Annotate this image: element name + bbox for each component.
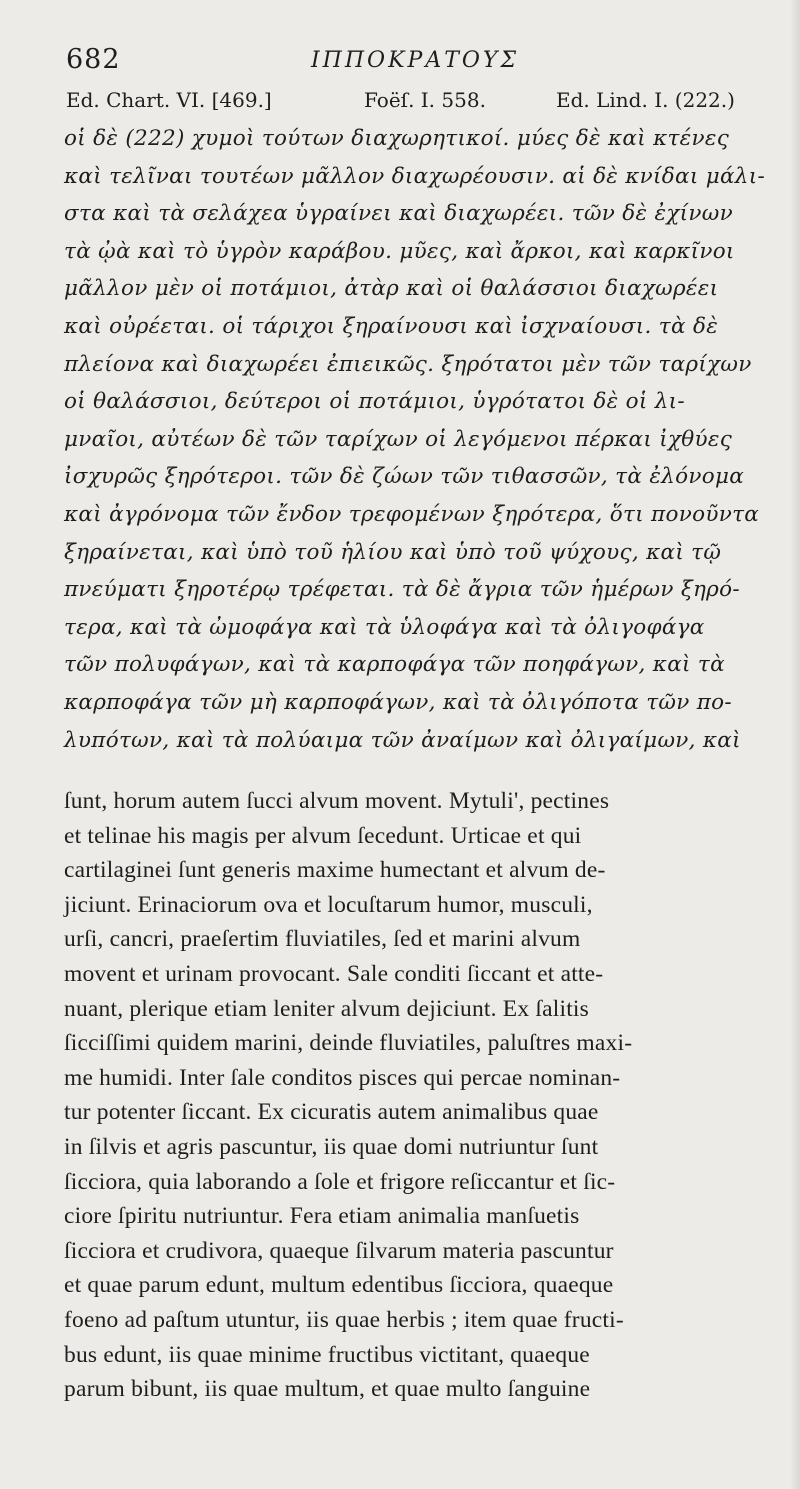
edition-references: [66, 88, 768, 118]
latin-text-line: foeno ad paſtum utuntur, iis quae herbis ; item quae fructi-: [64, 1306, 624, 1333]
greek-text-line: τερα, καὶ τὰ ὠμοφάγα καὶ τὰ ὑλοφάγα καὶ τὰ ὀλιγοφάγα: [64, 614, 705, 640]
greek-text-line: οἱ θαλάσσιοι, δεύτεροι οἱ ποτάμιοι, ὑγρότατοι δὲ οἱ λι-: [64, 389, 685, 415]
latin-text-line: ciore ſpiritu nutriuntur. Fera etiam animalia manſuetis: [64, 1203, 580, 1230]
edition-ref-foesius: Foëſ. I. 558.: [364, 88, 486, 112]
latin-text-line: et telinae his magis per alvum ſecedunt. Urticae et qui: [64, 822, 582, 849]
latin-text-line: tur potenter ſiccant. Ex cicuratis autem animalibus quae: [64, 1099, 599, 1126]
greek-text-line: μᾶλλον μὲν οἱ ποτάμιοι, ἀτὰρ καὶ οἱ θαλάσσιοι διαχωρέει: [64, 276, 719, 302]
latin-text-line: in ſilvis et agris pascuntur, iis quae domi nutriuntur ſunt: [64, 1133, 599, 1160]
latin-text-line: cartilaginei ſunt generis maxime humectant et alvum de-: [64, 857, 606, 884]
running-title: ΙΠΠΟΚΡΑΤΟΥΣ: [310, 48, 519, 73]
greek-text-line: πλείονα καὶ διαχωρέει ἐπιεικῶς. ξηρότατοι μὲν τῶν ταρίχων: [64, 351, 752, 377]
greek-text-line: τῶν πολυφάγων, καὶ τὰ καρποφάγα τῶν ποηφάγων, καὶ τὰ: [64, 652, 725, 678]
latin-text-line: me humidi. Inter ſale conditos pisces qui percae nominan-: [64, 1064, 621, 1091]
greek-text-block: [64, 120, 772, 759]
greek-text-line: ξηραίνεται, καὶ ὑπὸ τοῦ ἡλίου καὶ ὑπὸ τοῦ ψύχους, καὶ τῷ: [64, 539, 722, 565]
page-number: 682: [66, 44, 121, 75]
latin-text-line: jiciunt. Erinaciorum ova et locuſtarum humor, musculi,: [64, 891, 593, 918]
greek-text-line: οἱ δὲ (222) χυμοὶ τούτων διαχωρητικοί. μύες δὲ καὶ κτένες: [64, 126, 730, 151]
greek-text-line: στα καὶ τὰ σελάχεα ὑγραίνει καὶ διαχωρέει. τῶν δὲ ἐχίνων: [64, 201, 733, 227]
latin-text-line: urſi, cancri, praeſertim fluviatiles, ſed et marini alvum: [64, 926, 581, 953]
latin-text-line: ſunt, horum autem ſucci alvum movent. Mytuli', pectines: [64, 788, 610, 814]
greek-text-line: καὶ ἀγρόνομα τῶν ἔνδον τρεφομένων ξηρότερα, ὅτι πονοῦντα: [64, 501, 760, 527]
greek-text-line: πνεύματι ξηροτέρῳ τρέφεται. τὰ δὲ ἄγρια τῶν ἡμέρων ξηρό-: [64, 577, 740, 603]
greek-text-line: ἰσχυρῶς ξηρότεροι. τῶν δὲ ζώων τῶν τιθασσῶν, τὰ ἐλόνομα: [64, 464, 745, 490]
greek-text-line: λυπότων, καὶ τὰ πολύαιμα τῶν ἀναίμων καὶ ὀλιγαίμων, καὶ: [64, 727, 741, 753]
latin-text-line: nuant, plerique etiam leniter alvum dejiciunt. Ex ſalitis: [64, 995, 589, 1022]
edition-ref-linden: Ed. Lind. I. (222.): [556, 88, 735, 112]
latin-text-line: parum bibunt, iis quae multum, et quae multo ſanguine: [64, 1376, 591, 1403]
latin-text-line: et quae parum edunt, multum edentibus ſicciora, quaeque: [64, 1272, 614, 1299]
latin-text-line: bus edunt, iis quae minime fructibus victitant, quaeque: [64, 1341, 590, 1368]
greek-text-line: μναῖοι, αὐτέων δὲ τῶν ταρίχων οἱ λεγόμενοι πέρκαι ἰχθύες: [64, 426, 733, 452]
page-header: [66, 44, 764, 84]
edition-ref-chartier: Ed. Chart. VI. [469.]: [66, 88, 272, 112]
greek-text-line: καρποφάγα τῶν μὴ καρποφάγων, καὶ τὰ ὀλιγόποτα τῶν πο-: [64, 689, 732, 715]
latin-text-line: movent et urinam provocant. Sale conditi ſiccant et atte-: [64, 960, 604, 987]
greek-text-line: καὶ οὐρέεται. οἱ τάριχοι ξηραίνουσι καὶ ἰσχναίουσι. τὰ δὲ: [64, 313, 719, 339]
latin-text-block: [64, 784, 772, 1407]
greek-text-line: καὶ τελῖναι τουτέων μᾶλλον διαχωρέουσιν. αἱ δὲ κνίδαι μάλι-: [64, 163, 766, 189]
latin-text-line: ſicciora et crudivora, quaeque ſilvarum materia pascuntur: [64, 1237, 614, 1264]
greek-text-line: τὰ ᾠὰ καὶ τὸ ὑγρὸν καράβου. μῦες, καὶ ἄρκοι, καὶ καρκῖνοι: [64, 238, 735, 264]
latin-text-line: ſicciora, quia laborando a ſole et frigore reſiccantur et ſic-: [64, 1168, 616, 1195]
latin-text-line: ſicciſſimi quidem marini, deinde fluviatiles, paluſtres maxi-: [64, 1030, 633, 1057]
page-edge-shadow: [790, 0, 800, 1489]
